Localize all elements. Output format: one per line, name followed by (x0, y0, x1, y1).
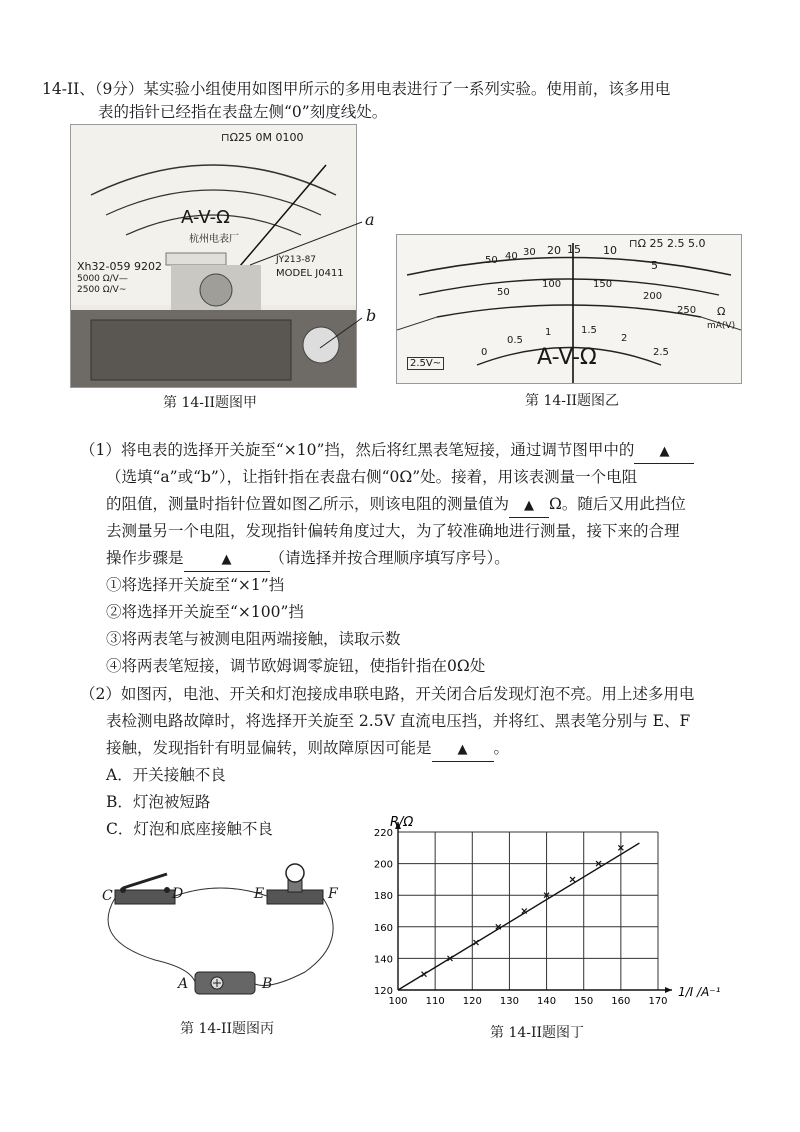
label-a: a (365, 210, 375, 229)
part1-line3-text-b: Ω。随后又用此挡位 (549, 495, 686, 513)
chart-ticks (374, 828, 668, 1007)
yi-low-scale-1: 0 (481, 347, 488, 358)
part2-line3 (106, 737, 509, 762)
jia-leader-lines (250, 200, 380, 360)
data-point (474, 940, 479, 945)
yi-low-scale-5: 2 (621, 333, 628, 344)
yi-mid-scale-5: 200 (643, 291, 663, 302)
step-1: ①将选择开关旋至“×1”挡 (106, 576, 285, 594)
lamp-icon (267, 864, 323, 904)
jia-std: JY213-87 (276, 255, 317, 265)
option-c: C．灯泡和底座接触不良 (106, 820, 273, 838)
answer-blank-4 (432, 737, 494, 762)
answer-blank-3 (184, 547, 270, 572)
yi-top-scale-2: 40 (505, 251, 518, 262)
answer-blank-1 (634, 439, 694, 464)
x-tick-label: 110 (425, 996, 445, 1007)
x-tick-label: 140 (537, 996, 557, 1007)
label-c: C (102, 888, 113, 904)
jia-dial-text: A-V-Ω (181, 207, 230, 228)
y-tick-label: 220 (373, 828, 393, 839)
yi-low-scale-2: 0.5 (507, 335, 523, 346)
chart-ylabel: R/Ω (390, 815, 414, 830)
yi-mid-scale-3: 100 (542, 279, 562, 290)
label-b-terminal: B (262, 976, 273, 992)
x-tick-label: 150 (574, 996, 594, 1007)
caption-yi: 第 14-II题图乙 (525, 393, 620, 409)
x-axis-arrow (665, 987, 672, 993)
label-a-terminal: A (178, 976, 189, 992)
part1-line1-text: （1）将电表的选择开关旋至“×10”挡，然后将红黑表笔短接，通过调节图甲中的 (80, 441, 635, 459)
yi-top-scale-4: 20 (547, 244, 561, 257)
answer-mark-1: ▲ (659, 444, 670, 459)
switch-icon (115, 874, 175, 904)
yi-top-scale-3: 30 (523, 247, 536, 258)
yi-code: ⊓Ω 25 2.5 5.0 (629, 237, 706, 250)
yi-low-scale-4: 1.5 (581, 325, 597, 336)
part1-line2: （选填“a”或“b”），让指针指在表盘右侧“0Ω”处。接着，用该表测量一个电阻 (106, 468, 638, 486)
label-f: F (328, 886, 338, 902)
part2-line2: 表检测电路故障时，将选择开关旋至 2.5V 直流电压挡，并将红、黑表笔分别与 E、F (106, 712, 691, 730)
circuit-diagram-bing (95, 860, 355, 1020)
question-header-line1: 14-II、（9分）某实验小组使用如图甲所示的多用电表进行了一系列实验。使用前，该多用电 (42, 80, 671, 98)
y-tick-label: 120 (373, 986, 393, 997)
chart-points (422, 845, 624, 976)
part1-line3-text-a: 的阻值，测量时指针位置如图乙所示，则该电阻的测量值为 (106, 495, 510, 513)
part2-line1: （2）如图丙，电池、开关和灯泡接成串联电路，开关闭合后发现灯泡不亮。用上述多用电 (80, 685, 695, 703)
step-4: ④将两表笔短接，调节欧姆调零旋钮，使指针指在0Ω处 (106, 657, 486, 675)
part1-line5-text-a: 操作步骤是 (106, 549, 184, 567)
x-tick-label: 100 (388, 996, 408, 1007)
yi-ohm-mark: Ω (717, 305, 726, 318)
part1-line5 (106, 547, 510, 572)
part1-line4: 去测量另一个电阻，发现指针偏转角度过大，为了较准确地进行测量，接下来的合理 (106, 522, 680, 540)
chart-xlabel: 1/I /A⁻¹ (678, 985, 721, 999)
yi-mid-scale-2: 50 (497, 287, 510, 298)
figure-yi-dial (396, 234, 742, 384)
chart-fit-line (398, 843, 639, 990)
y-tick-label: 140 (373, 954, 393, 966)
part1-line3 (106, 493, 686, 518)
yi-low-scale-3: 1 (545, 327, 552, 338)
yi-top-scale-6: 10 (603, 244, 617, 257)
caption-ding: 第 14-II题图丁 (490, 1025, 585, 1041)
jia-spec2: 2500 Ω/V~ (77, 285, 127, 295)
yi-top-scale-5: 15 (567, 243, 581, 256)
jia-model: MODEL J0411 (276, 268, 344, 279)
label-b: b (366, 306, 377, 325)
y-tick-label: 200 (373, 859, 393, 871)
caption-bing: 第 14-II题图丙 (180, 1021, 275, 1037)
answer-mark-4: ▲ (457, 742, 468, 757)
jia-serial: Xh32-059 9202 (77, 260, 162, 273)
chart-ding (360, 812, 740, 1027)
yi-dial-text: A-V-Ω (537, 345, 597, 370)
x-tick-label: 120 (462, 996, 482, 1007)
yi-top-scale-7: 5 (651, 259, 658, 272)
part1-line5-text-b: （请选择并按合理顺序填写序号）。 (269, 549, 510, 567)
part1-line1 (80, 439, 694, 464)
option-a: A．开关接触不良 (106, 766, 226, 784)
y-tick-label: 180 (373, 891, 393, 903)
yi-range-mark: 2.5V~ (407, 357, 444, 370)
answer-mark-3: ▲ (221, 552, 232, 567)
battery-icon (195, 972, 255, 994)
yi-low-scale-6: 2.5 (653, 347, 669, 358)
option-b: B．灯泡被短路 (106, 793, 211, 811)
jia-code: ⊓Ω25 0M 0100 (221, 131, 304, 144)
answer-blank-2 (509, 493, 549, 518)
yi-ma-mark: mA(V) (707, 321, 736, 331)
step-2: ②将选择开关旋至“×100”挡 (106, 603, 304, 621)
step-3: ③将两表笔与被测电阻两端接触，读取示数 (106, 630, 401, 648)
y-tick-label: 160 (373, 922, 393, 934)
data-point (570, 877, 575, 882)
label-e: E (254, 886, 265, 902)
caption-jia: 第 14-II题图甲 (163, 395, 258, 411)
jia-spec1: 5000 Ω/V— (77, 274, 128, 284)
fit-line (398, 843, 639, 990)
x-tick-label: 130 (499, 996, 519, 1007)
label-d: D (172, 886, 184, 902)
yi-mid-scale-6: 250 (677, 305, 697, 316)
answer-mark-2: ▲ (524, 498, 535, 513)
yi-mid-scale-4: 150 (593, 279, 613, 290)
question-header-line2: 表的指针已经指在表盘左侧“0”刻度线处。 (98, 103, 388, 121)
jia-maker: 杭州电表厂 (189, 234, 239, 245)
data-point (422, 972, 427, 977)
x-tick-label: 170 (648, 996, 668, 1007)
yi-top-scale-1: 50 (485, 255, 498, 266)
x-tick-label: 160 (611, 996, 631, 1007)
part2-line3-end: 。 (493, 739, 510, 757)
part2-line3-text: 接触，发现指针有明显偏转，则故障原因可能是 (106, 739, 432, 757)
